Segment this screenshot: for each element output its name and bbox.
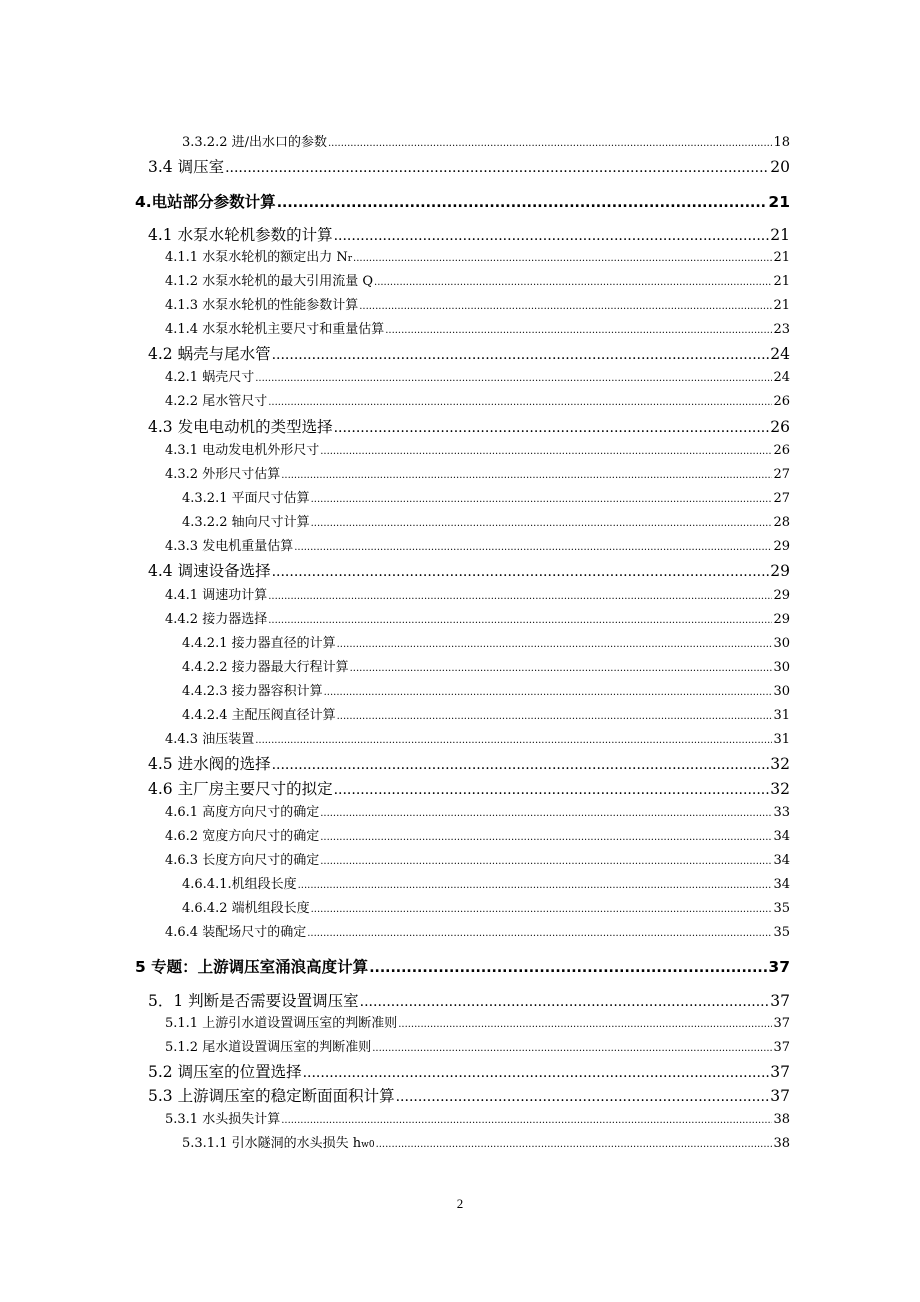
toc-dot-leader <box>268 394 772 409</box>
toc-dot-leader <box>225 158 769 176</box>
toc-entry-page: 32 <box>770 780 790 798</box>
toc-entry-page: 26 <box>770 418 790 436</box>
toc-entry[interactable] <box>148 223 790 245</box>
toc-entry[interactable] <box>165 825 790 844</box>
toc-entry-page: 29 <box>770 562 790 580</box>
toc-entry-title: 4.6.3 长度方向尺寸的确定 <box>165 853 320 868</box>
page-number: 2 <box>456 1196 464 1211</box>
toc-entry-page: 37 <box>770 1087 790 1105</box>
toc-entry-page: 28 <box>773 515 790 530</box>
toc-entry-title: 4.4.1 调速功计算 <box>165 588 268 603</box>
toc-entry-title: 4.3.1 电动发电机外形尺寸 <box>165 443 320 458</box>
toc-entry-page: 35 <box>773 901 790 916</box>
toc-entry[interactable]: 4.1.1 水泵水轮机的额定出力 N r ..... 21 <box>165 246 790 265</box>
toc-entry-title: 4.4.2.2 接力器最大行程计算 <box>182 660 349 675</box>
toc-entry-title: 4.1.1 水泵水轮机的额定出力 N <box>165 250 348 265</box>
toc-dot-leader <box>372 1040 772 1055</box>
toc-entry-title: 4.2 蜗壳与尾水管 <box>148 345 271 363</box>
toc-entry-title: 4.6.2 宽度方向尺寸的确定 <box>165 829 320 844</box>
toc-entry[interactable] <box>148 1060 790 1082</box>
toc-entry[interactable] <box>148 415 790 437</box>
toc-entry-title: 4.2.1 蜗壳尺寸 <box>165 370 255 385</box>
toc-dot-leader <box>328 135 772 150</box>
toc-dot-leader <box>298 877 773 892</box>
toc-entry-title: 4.6.4.2 端机组段长度 <box>182 901 310 916</box>
toc-entry-title: 4.3.2.2 轴向尺寸计算 <box>182 515 310 530</box>
toc-entry[interactable] <box>182 873 790 892</box>
toc-entry[interactable] <box>165 463 790 482</box>
toc-entry-title: 4.5 进水阀的选择 <box>148 755 271 773</box>
toc-dot-leader <box>268 612 772 627</box>
toc-entry[interactable] <box>148 342 790 364</box>
toc-entry[interactable] <box>165 366 790 385</box>
toc-entry-page: 30 <box>773 660 790 675</box>
toc-entry-page: 34 <box>773 853 790 868</box>
toc-entry[interactable] <box>165 608 790 627</box>
toc-entry[interactable] <box>165 294 790 313</box>
toc-entry[interactable] <box>182 511 790 530</box>
toc-dot-leader <box>320 805 772 820</box>
toc-dot-leader <box>311 901 773 916</box>
toc-entry-page: 21 <box>770 226 790 244</box>
toc-entry-title: 4.6 主厂房主要尺寸的拟定 <box>148 780 333 798</box>
toc-entry-title: 4.4.3 油压装置 <box>165 732 255 747</box>
toc-entry[interactable]: 5.3.1.1 引水隧洞的水头损失 h w0 ..... 38 <box>182 1132 790 1151</box>
toc-entry-title: 3.3.2.2 进/出水口的参数 <box>182 135 327 150</box>
toc-entry-page: 30 <box>773 684 790 699</box>
toc-entry-page: 24 <box>773 370 790 385</box>
toc-entry[interactable] <box>148 989 790 1011</box>
toc-entry[interactable] <box>148 559 790 581</box>
toc-entry[interactable] <box>165 1012 790 1031</box>
toc-entry-page: 34 <box>773 829 790 844</box>
toc-dot-leader <box>307 925 772 940</box>
toc-entry-page: 38 <box>773 1112 790 1127</box>
toc-entry-title: 5.1.1 上游引水道设置调压室的判断准则 <box>165 1016 398 1031</box>
toc-entry-title: 4.6.4 装配场尺寸的确定 <box>165 925 307 940</box>
toc-dot-leader <box>334 226 770 244</box>
toc-dot-leader <box>324 684 773 699</box>
toc-entry[interactable] <box>135 955 790 977</box>
toc-dot-leader <box>294 539 772 554</box>
toc-entry-page: 31 <box>773 732 790 747</box>
toc-entry[interactable] <box>165 921 790 940</box>
toc-entry[interactable] <box>182 131 790 150</box>
toc-entry-title: 4.4.2 接力器选择 <box>165 612 268 627</box>
toc-entry-title: 4.3.2 外形尺寸估算 <box>165 467 281 482</box>
toc-entry-title: 5.3.1.1 引水隧洞的水头损失 h <box>182 1136 362 1151</box>
toc-entry-page: 21 <box>773 250 790 265</box>
toc-dot-leader <box>281 467 772 482</box>
toc-dot-leader <box>255 370 772 385</box>
toc-entry[interactable] <box>165 1036 790 1055</box>
toc-dot-leader <box>303 1063 770 1081</box>
toc-entry[interactable] <box>165 849 790 868</box>
toc-entry-page: 21 <box>773 274 790 289</box>
toc-entry[interactable] <box>165 270 790 289</box>
toc-entry-page: 37 <box>773 1040 790 1055</box>
toc-entry-page: 26 <box>773 443 790 458</box>
toc-entry-page: 34 <box>773 877 790 892</box>
toc-entry[interactable] <box>165 801 790 820</box>
toc-entry[interactable] <box>182 632 790 651</box>
toc-entry-page: 20 <box>770 158 790 176</box>
toc-entry-page: 35 <box>773 925 790 940</box>
toc-entry-page: 21 <box>768 193 790 211</box>
toc-entry[interactable] <box>165 318 790 337</box>
toc-entry-title: 4.1.3 水泵水轮机的性能参数计算 <box>165 298 359 313</box>
toc-dot-leader <box>320 829 772 844</box>
toc-dot-leader <box>272 562 770 580</box>
toc-dot-leader <box>385 322 772 337</box>
toc-dot-leader <box>360 992 770 1010</box>
toc-dot-leader <box>320 443 772 458</box>
toc-dot-leader <box>376 1136 773 1151</box>
toc-entry[interactable] <box>165 390 790 409</box>
toc-entry[interactable] <box>182 487 790 506</box>
toc-dot-leader <box>398 1016 772 1031</box>
toc-entry-title: 4.4.2.1 接力器直径的计算 <box>182 636 336 651</box>
toc-entry-title: 4.4.2.3 接力器容积计算 <box>182 684 323 699</box>
toc-entry[interactable] <box>182 897 790 916</box>
toc-dot-leader <box>272 345 770 363</box>
toc-dot-leader <box>272 755 770 773</box>
toc-dot-leader <box>311 491 773 506</box>
toc-entry-title: 4.1.2 水泵水轮机的最大引用流量 Q <box>165 274 374 289</box>
toc-entry-title: 5 专题：上游调压室涌浪高度计算 <box>135 958 369 976</box>
toc-entry-title: 4.3.2.1 平面尺寸估算 <box>182 491 310 506</box>
toc-entry-title: 4.1.4 水泵水轮机主要尺寸和重量估算 <box>165 322 385 337</box>
toc-entry-title: 5.2 调压室的位置选择 <box>148 1063 302 1081</box>
toc-entry[interactable] <box>165 728 790 747</box>
toc-dot-leader <box>311 515 773 530</box>
toc-entry[interactable] <box>165 439 790 458</box>
toc-entry[interactable] <box>182 680 790 699</box>
toc-entry-title: 3.4 调压室 <box>148 158 225 176</box>
toc-entry[interactable] <box>148 752 790 774</box>
toc-dot-leader <box>337 708 773 723</box>
toc-entry-title: 4.4 调速设备选择 <box>148 562 271 580</box>
toc-entry[interactable] <box>165 1108 790 1127</box>
toc-dot-leader <box>350 660 773 675</box>
toc-dot-leader <box>353 250 772 265</box>
toc-entry-page: 29 <box>773 539 790 554</box>
toc-entry-page: 24 <box>770 345 790 363</box>
toc-entry-page: 21 <box>773 298 790 313</box>
toc-entry-page: 32 <box>770 755 790 773</box>
toc-entry[interactable] <box>148 1084 790 1106</box>
toc-entry-page: 18 <box>773 135 790 150</box>
toc-dot-leader <box>268 588 772 603</box>
toc-entry[interactable] <box>148 155 790 177</box>
toc-entry-page: 37 <box>770 992 790 1010</box>
toc-dot-leader <box>277 193 768 211</box>
toc-entry-page: 27 <box>773 491 790 506</box>
toc-entry-title: 4.3.3 发电机重量估算 <box>165 539 294 554</box>
toc-entry-title: 4.4.2.4 主配压阀直径计算 <box>182 708 336 723</box>
toc-entry-page: 29 <box>773 588 790 603</box>
toc-entry-title: 5.3 上游调压室的稳定断面面积计算 <box>148 1087 395 1105</box>
toc-entry-title: 4.1 水泵水轮机参数的计算 <box>148 226 333 244</box>
toc-entry-page: 27 <box>773 467 790 482</box>
toc-entry-page: 38 <box>773 1136 790 1151</box>
toc-entry[interactable] <box>182 656 790 675</box>
toc-entry-page: 37 <box>768 958 790 976</box>
toc-dot-leader <box>334 418 770 436</box>
toc-entry-page: 37 <box>770 1063 790 1081</box>
toc-entry-title: 5．1 判断是否需要设置调压室 <box>148 992 359 1010</box>
toc-entry-page: 29 <box>773 612 790 627</box>
toc-entry[interactable] <box>135 190 790 212</box>
toc-dot-leader <box>374 274 772 289</box>
toc-entry-title: 4.6.4.1.机组段长度 <box>182 877 297 892</box>
toc-dot-leader <box>281 1112 772 1127</box>
toc-entry-title: 4.2.2 尾水管尺寸 <box>165 394 268 409</box>
toc-entry-title: 5.3.1 水头损失计算 <box>165 1112 281 1127</box>
toc-entry-page: 33 <box>773 805 790 820</box>
toc-entry[interactable] <box>148 777 790 799</box>
toc-entry-page: 23 <box>773 322 790 337</box>
toc-dot-leader <box>337 636 773 651</box>
toc-entry-page: 31 <box>773 708 790 723</box>
toc-dot-leader <box>369 958 767 976</box>
toc-entry-page: 37 <box>773 1016 790 1031</box>
toc-entry-page: 26 <box>773 394 790 409</box>
toc-dot-leader <box>320 853 772 868</box>
toc-dot-leader <box>359 298 772 313</box>
toc-entry[interactable] <box>165 584 790 603</box>
toc-dot-leader <box>334 780 770 798</box>
toc-entry[interactable] <box>182 704 790 723</box>
toc-entry-title: 5.1.2 尾水道设置调压室的判断准则 <box>165 1040 372 1055</box>
toc-entry-page: 30 <box>773 636 790 651</box>
toc-entry[interactable] <box>165 535 790 554</box>
toc-dot-leader <box>396 1087 770 1105</box>
toc-entry-title: 4.3 发电电动机的类型选择 <box>148 418 333 436</box>
toc-entry-title: 4.6.1 高度方向尺寸的确定 <box>165 805 320 820</box>
toc-entry-title: 4.电站部分参数计算 <box>135 193 276 211</box>
toc-dot-leader <box>255 732 772 747</box>
